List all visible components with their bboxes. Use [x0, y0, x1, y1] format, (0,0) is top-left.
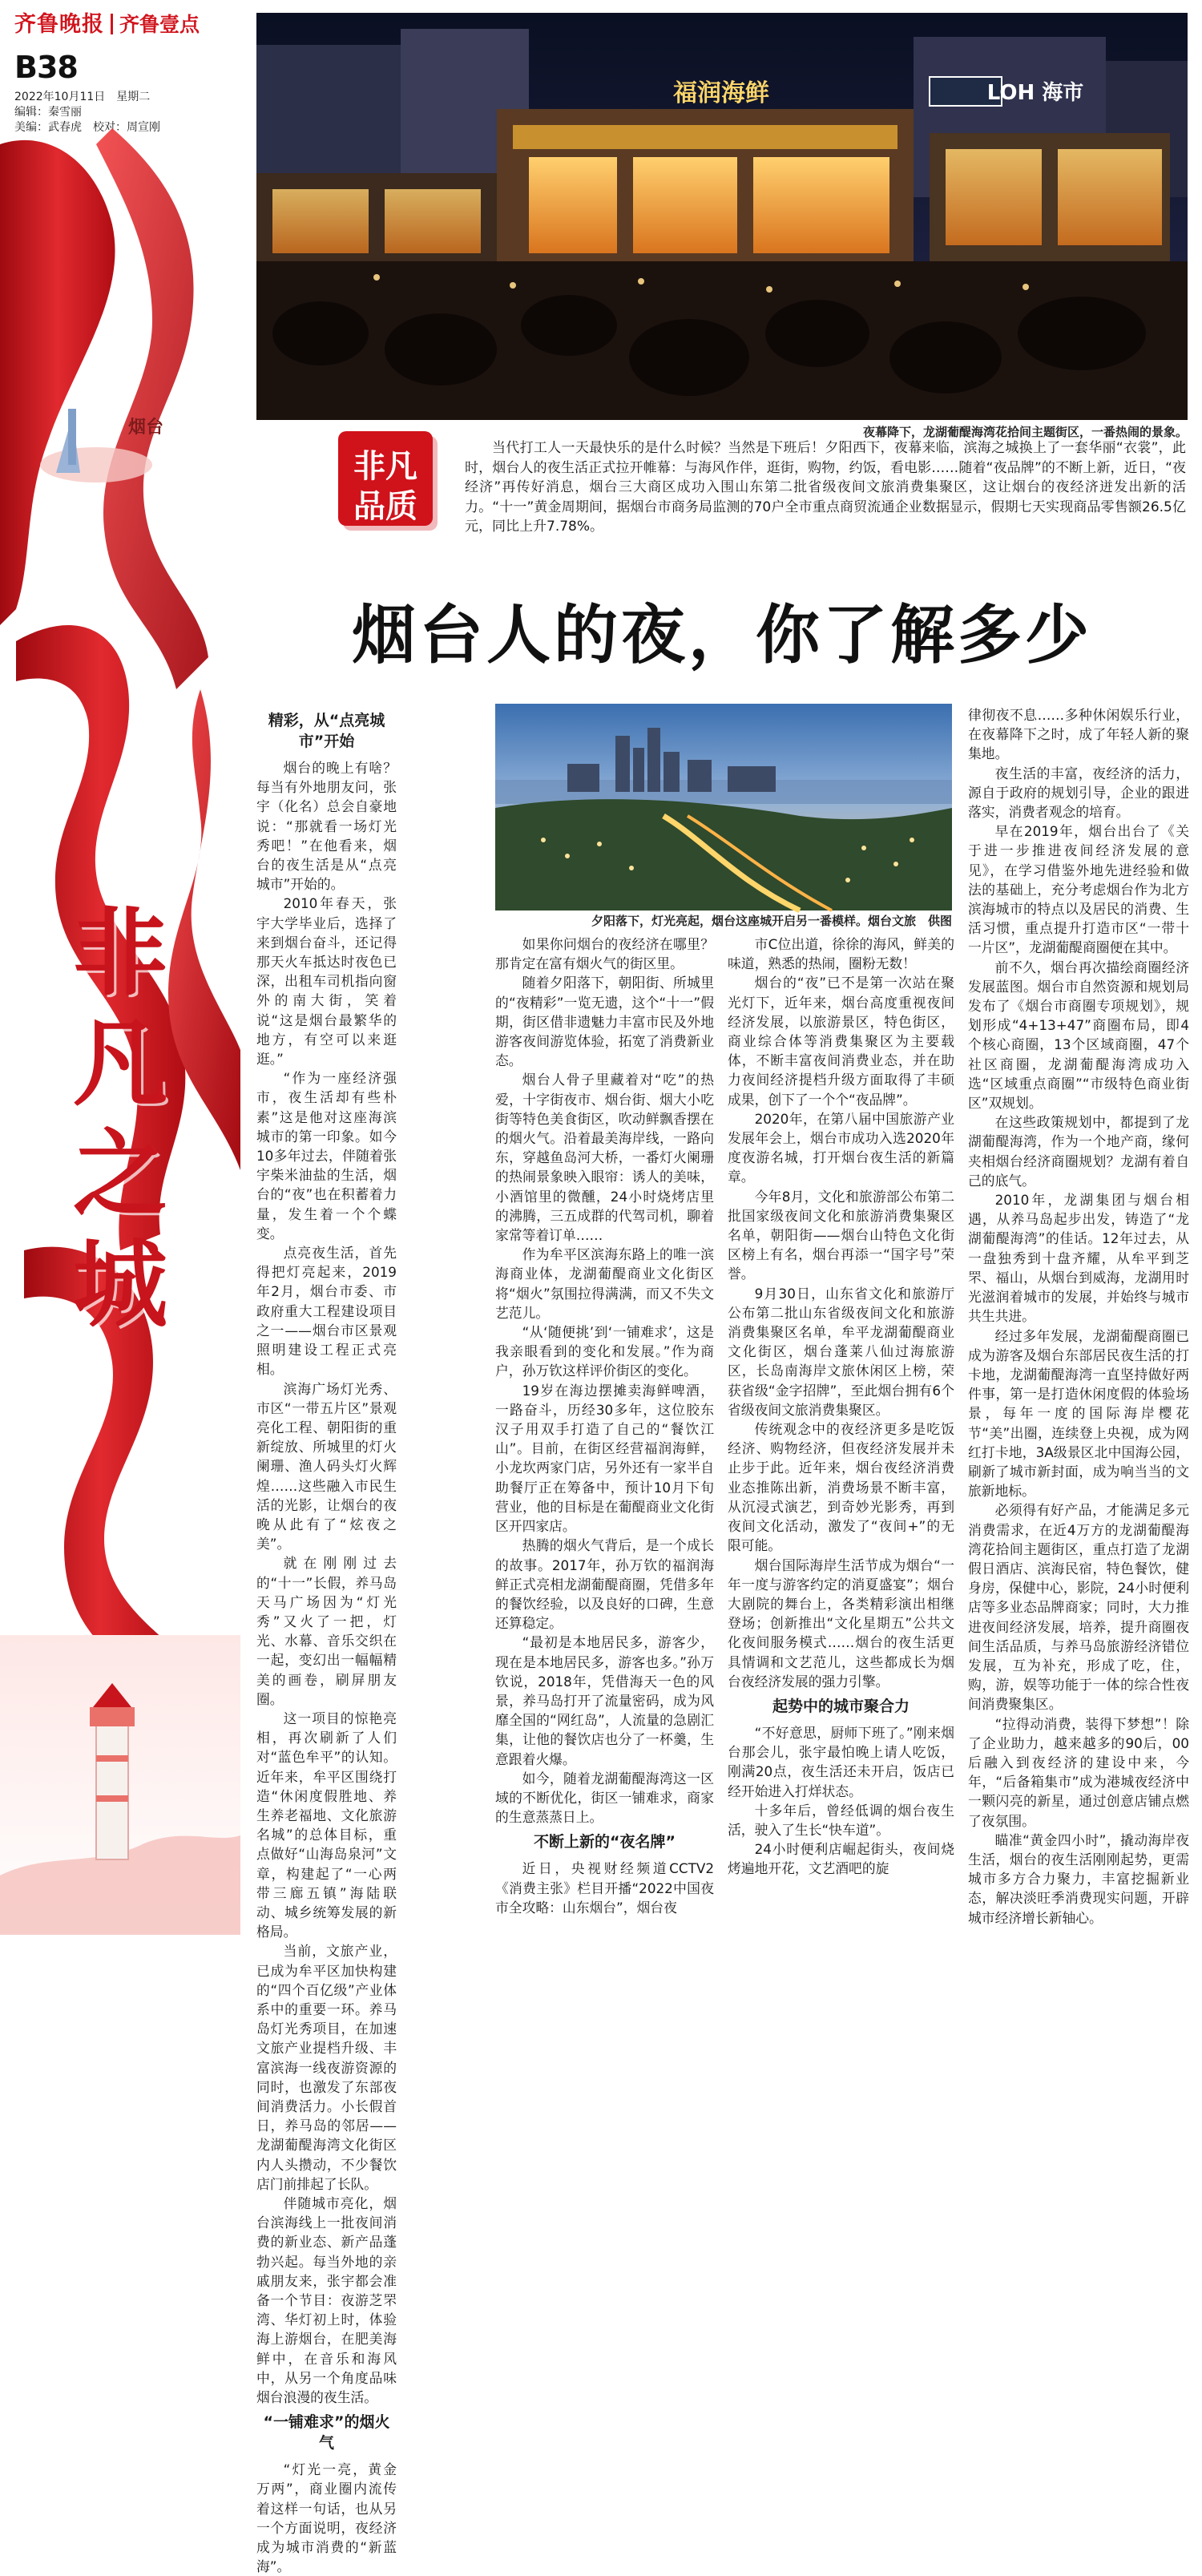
paragraph: 瞄准“黄金四小时”，撬动海岸夜生活，烟台的夜生活刚刚起势，更需城市多方合力聚力，丰富挖掘新业态，解决淡旺季消费现实问题，开辟城市经济增长新轴心。 [968, 1831, 1189, 1926]
paragraph: 市C位出道，徐徐的海风，鲜美的味道，熟悉的热闹，圈粉无数！ [728, 936, 954, 972]
paragraph: 作为牟平区滨海东路上的唯一滨海商业体，龙湖葡醍商业文化街区将“烟火”氛围拉得满满，而又不失文艺范儿。 [495, 1246, 714, 1321]
column-2 [495, 935, 714, 1927]
paragraph: 19岁在海边摆摊卖海鲜啤酒，一路奋斗，历经30多年，这位胶东汉子用双手打造了自己的“餐饮江山”。目前，在街区经营福润海鲜，小龙坎两家门店，另外还有一家半自助餐厅正在筹备中，预计10月下旬营业，他的目标是在葡醍商业文化街区开四家店。 [495, 1382, 714, 1535]
vertical-title-char-2: 凡 [72, 1007, 167, 1119]
paragraph: 如今，随着龙湖葡醍海湾这一区域的不断优化，街区一铺难求，商家的生意蒸蒸日上。 [495, 1770, 714, 1826]
mid-photo-caption: 夕阳落下，灯光亮起，烟台这座城开启另一番模样。烟台文旅 供图 [591, 914, 952, 928]
paragraph: 律彻夜不息……多种休闲娱乐行业，在夜幕降下之时，成了年轻人新的聚集地。 [968, 707, 1189, 762]
restaurant-sign: 福润海鲜 [673, 79, 769, 107]
paragraph: “从‘随便挑’到‘一铺难求’，这是我亲眼看到的变化和发展。”作为商户，孙万钦这样评价街区的变化。 [495, 1324, 714, 1379]
paragraph: 滨海广场灯光秀、市区“一带五片区”景观亮化工程、朝阳街的重新绽放、所城里的灯火阑珊、渔人码头灯火辉煌……这些融入市民生活的光影，让烟台的夜晚从此有了“炫夜之美”。 [256, 1380, 397, 1552]
masthead [14, 6, 255, 38]
section-title-1: 精彩，从“点亮城市”开始 [268, 712, 385, 750]
editor-credit: 编辑：秦雪丽 [14, 106, 82, 119]
masthead-divider [111, 14, 113, 34]
paragraph: 当前，文旅产业，已成为牟平区加快构建的“四个百亿级”产业体系中的重要一环。养马岛灯光秀项目，在加速文旅产业提档升级、丰富滨海一线夜游资源的同时，也激发了东部夜间消费活力。小长假首日，养马岛的邻居——龙湖葡醍海湾文化街区内人头攒动，不少餐饮店门前排起了长队。 [256, 1943, 397, 2192]
paragraph: “最初是本地居民多，游客少，现在是本地居民多，游客也多。”孙万钦说，2018年，凭借海天一色的风景，养马岛打开了流量密码，成为风靡全国的“网红岛”，人流量的急剧汇集，让他的餐饮店也分了一杯羹，生意跟着火爆。 [495, 1634, 714, 1767]
paragraph: 2010年春天，张宇大学毕业后，选择了来到烟台奋斗，还记得那天火车抵达时夜色已深，出租车司机指向窗外的南大街，笑着说“这是烟台最繁华的地方，有空可以来逛逛。” [256, 895, 397, 1068]
paragraph: 早在2019年，烟台出台了《关于进一步推进夜间经济发展的意见》，在学习借鉴外地先进经验和做法的基础上，充分考虑烟台作为北方滨海城市的特点以及居民的消费、生活习惯，重点提升打造市区“一带十一片区”，龙湖葡醍商圈便在其中。 [968, 823, 1189, 956]
paragraph: 伴随城市亮化，烟台滨海线上一批夜间消费的新业态、新产品蓬勃兴起。每当外地的亲戚朋友来，张宇都会准备一个节目：夜游芝罘湾、华灯初上时，体验海上游烟台，在肥美海鲜中，在音乐和海风中，从另一个角度品味烟台浪漫的夜生活。 [256, 2195, 397, 2406]
paragraph: 2010年，龙湖集团与烟台相遇，从养马岛起步出发，铸造了“龙湖葡醍海湾”的佳话。12年过去，从一盘独秀到十盘齐耀，从牟平到芝罘、福山，从烟台到威海，龙湖用时光滋润着城市的发展，并始终与城市共生共进。 [968, 1192, 1189, 1325]
paragraph: 9月30日，山东省文化和旅游厅公布第二批山东省级夜间文化和旅游消费集聚区名单，牟平龙湖葡醍商业文化街区，烟台蓬莱八仙过海旅游区，长岛南海岸文旅休闲区上榜，荣获省级“金字招牌”，至此烟台拥有6个省级夜间文旅消费集聚区。 [728, 1285, 954, 1418]
paragraph: 今年8月，文化和旅游部公布第二批国家级夜间文化和旅游消费集聚区名单，朝阳街——烟台山特色文化街区榜上有名，烟台再添一“国字号”荣誉。 [728, 1188, 954, 1282]
page-number: B38 [14, 50, 78, 85]
paragraph: 2020年，在第八届中国旅游产业发展年会上，烟台市成功入选2020年度夜游名城，打开烟台夜生活的新篇章。 [728, 1110, 954, 1185]
section-title-3: 不断上新的“夜名牌” [534, 1833, 676, 1851]
paragraph: 烟台的晚上有啥？每当有外地朋友问，张宇（化名）总会自豪地说：“那就看一场灯光秀吧！”在他看来，烟台的夜生活是从“点亮城市”开始的。 [256, 760, 397, 893]
feature-badge [327, 420, 444, 537]
svg-text:烟台: 烟台 [128, 417, 164, 438]
mall-sign: LOH 海市 [986, 81, 1084, 105]
vertical-title-char-4: 城 [72, 1229, 167, 1340]
paragraph: “灯光一亮，黄金万两”，商业圈内流传着这样一句话，也从另一个方面说明，夜经济成为城市消费的“新蓝海”。 [256, 2461, 397, 2575]
paragraph: 经过多年发展，龙湖葡醍商圈已成为游客及烟台东部居民夜生活的打卡地，龙湖葡醍海湾一直坚持做好两件事，第一是打造休闲度假的体验场景，每年一度的国际海岸樱花节“美”出圈，连续登上央视，成为网红打卡地，3A级景区北中国海公园，刷新了城市新封面，成为响当当的文旅新地标。 [968, 1327, 1189, 1500]
designer-proof-credit: 美编：武春虎 校对：周宣刚 [14, 121, 160, 134]
lead-paragraph: 当代打工人一天最快乐的是什么时候？当然是下班后！夕阳西下，夜幕来临，滨海之城换上了一套华丽“衣裳”，此时，烟台人的夜生活正式拉开帷幕：与海风作伴，逛街，购物，约饭，看电影……随着“夜品牌”的不断上新，近日，“夜经济”再传好消息，烟台三大商区成功入围山东第二批省级夜间文旅消费集聚区，这让烟台的夜经济迸发出新的活力。“十一”黄金周期间，据烟台市商务局监测的70户全市重点商贸流通企业数据显示，假期七天实现商品零售额26.5亿元，同比上升7.78%。 [465, 440, 1186, 535]
column-4 [968, 705, 1189, 1927]
paragraph: 这一项目的惊艳亮相，再次刷新了人们对“蓝色牟平”的认知。近年来，牟平区围绕打造“休闲度假胜地、养生养老福地、文化旅游名城”的总体目标，重点做好“山海岛泉河”文章，构建起了“一心两带三廊五镇”海陆联动、城乡统筹发展的新格局。 [256, 1710, 397, 1940]
paragraph: 点亮夜生活，首先得把灯亮起来，2019年2月，烟台市委、市政府重大工程建设项目之一——烟台市区景观照明建设工程正式亮相。 [256, 1245, 397, 1378]
city-dusk-photo[interactable] [495, 704, 952, 910]
paragraph: “拉得动消费，装得下梦想”！除了企业助力，越来越多的90后，00后融入到夜经济的建设中来，今年，“后备箱集市”成为港城夜经济中一颗闪亮的新星，通过创意店铺点燃了夜氛围。 [968, 1715, 1189, 1829]
issue-date: 2022年10月11日 星期二 [14, 91, 151, 103]
paragraph: “作为一座经济强市，夜生活却有些朴素”这是他对这座海滨城市的第一印象。如今10多年过去，伴随着张宇柴米油盐的生活，烟台的“夜”也在积蓄着力量，发生着一个个蝶变。 [256, 1070, 397, 1242]
top-photo-caption: 夜幕降下，龙湖葡醍海湾花拾间主题街区，一番热闹的景象。 [862, 425, 1188, 439]
column-1 [256, 705, 397, 2575]
badge-line-2: 品质 [353, 488, 417, 525]
paragraph: 随着夕阳落下，朝阳街、所城里的“夜精彩”一览无遗，这个“十一”假期，街区借非遗魅力丰富市民及外地游客夜间游览体验，拓宽了消费新业态。 [495, 975, 714, 1069]
paragraph: 十多年后，曾经低调的烟台夜生活，驶入了生长“快车道”。 [728, 1802, 954, 1838]
section-title-4: 起势中的城市聚合力 [772, 1697, 910, 1715]
paragraph: 必须得有好产品，才能满足多元消费需求，在近4万方的龙湖葡醍海湾花拾间主题街区，重点打造了龙湖假日酒店、滨海民宿，特色餐饮，健身房，保健中心，影院，24小时便利店等多业态品牌商家；同时，大力推进夜间经济发展，培养，提升商圈夜间生活品质，与养马岛旅游经济错位发展，互为补充，形成了吃，住，购，游，娱等功能于一体的综合性夜间消费聚集区。 [968, 1502, 1189, 1713]
badge-line-1: 非凡 [353, 448, 417, 485]
vertical-section-title [48, 898, 192, 1340]
brand-qilu-evening-news[interactable]: 齐鲁晚报 [14, 12, 104, 37]
vertical-title-char-3: 之 [72, 1118, 167, 1229]
paragraph: 24小时便利店崛起街头，夜间烧烤遍地开花，文艺酒吧的旋 [728, 1841, 954, 1877]
section-title-2: “一铺难求”的烟火气 [263, 2413, 390, 2453]
paragraph: 热腾的烟火气背后，是一个成长的故事。2017年，孙万钦的福润海鲜正式亮相龙湖葡醍商圈，凭借多年的餐饮经验，以及良好的口碑，生意还算稳定。 [495, 1537, 714, 1632]
paragraph: 如果你问烟台的夜经济在哪里？那肯定在富有烟火气的街区里。 [495, 936, 714, 972]
paragraph: 烟台的“夜”已不是第一次站在聚光灯下，近年来，烟台高度重视夜间经济发展，以旅游景区，特色街区，商业综合体等消费集聚区为主要载体，不断丰富夜间消费业态，并在助力夜间经济提档升级方面取得了丰硕成果，创下了一个个“夜品牌”。 [728, 975, 954, 1108]
paragraph: 就在刚刚过去的“十一”长假，养马岛天马广场因为“灯光秀”又火了一把，灯光、水幕、音乐交织在一起，变幻出一幅幅精美的画卷，刷屏朋友圈。 [256, 1555, 397, 1707]
paragraph: 烟台国际海岸生活节成为烟台“一年一度与游客约定的消夏盛宴”；烟台大剧院的舞台上，各类精彩演出相继登场；创新推出“文化星期五”公共文化夜间服务模式……烟台的夜生活更具情调和文艺范儿，这些都成长为烟台夜经济发展的强力引擎。 [728, 1557, 954, 1690]
paragraph: 烟台人骨子里藏着对“吃”的热爱，十字街夜市、烟台街、烟大小吃街等特色美食街区，吹动鲜飘香摆在的烟火气。沿着最美海岸线，一路向东，穿越鱼岛河大桥，一番灯火阑珊的热闹景象映入眼帘：诱人的美味，小酒馆里的微醺，24小时烧烤店里的沸腾，三五成群的代驾司机，聊着家常等着订单…… [495, 1072, 714, 1244]
paragraph: 夜生活的丰富，夜经济的活力，源自于政府的规划引导，企业的跟进落实，消费者观念的培育。 [968, 765, 1189, 821]
main-headline: 烟台人的夜，你了解多少 [352, 597, 1092, 672]
paragraph: 在这些政策规划中，都提到了龙湖葡醍海湾，作为一个地产商，缘何夹相烟台经济商圈规划？龙湖有着自己的底气。 [968, 1114, 1189, 1189]
paragraph: 传统观念中的夜经济更多是吃饭经济、购物经济，但夜经济发展并未止步于此。近年来，烟台夜经济消费业态推陈出新，消费场景不断丰富，从沉浸式演艺，到奇妙光影秀，再到夜间文化活动，激发了“夜间+”的无限可能。 [728, 1421, 954, 1554]
paragraph: “不好意思，厨师下班了。”刚来烟台那会儿，张宇最怕晚上请人吃饭，刚满20点，夜生活还未开启，饭店已经开始进入打烊状态。 [728, 1724, 954, 1799]
paragraph: 近日，央视财经频道CCTV2《消费主张》栏目开播“2022中国夜市全攻略：山东烟台”，烟台夜 [495, 1860, 714, 1916]
night-street-photo[interactable] [256, 13, 1188, 420]
paragraph: 前不久，烟台再次描绘商圈经济发展蓝图。烟台市自然资源和规划局发布了《烟台市商圈专项规划》，规划形成“4+13+47”商圈布局，即4个核心商圈，13个区域商圈，47个社区商圈，龙湖葡醍海湾成功入选“区域重点商圈”“市级特色商业街区”双规划。 [968, 959, 1189, 1112]
column-3 [728, 935, 954, 1927]
vertical-title-char-1: 非 [72, 897, 167, 1008]
brand-qilu-yidian[interactable]: 齐鲁壹点 [119, 13, 200, 36]
